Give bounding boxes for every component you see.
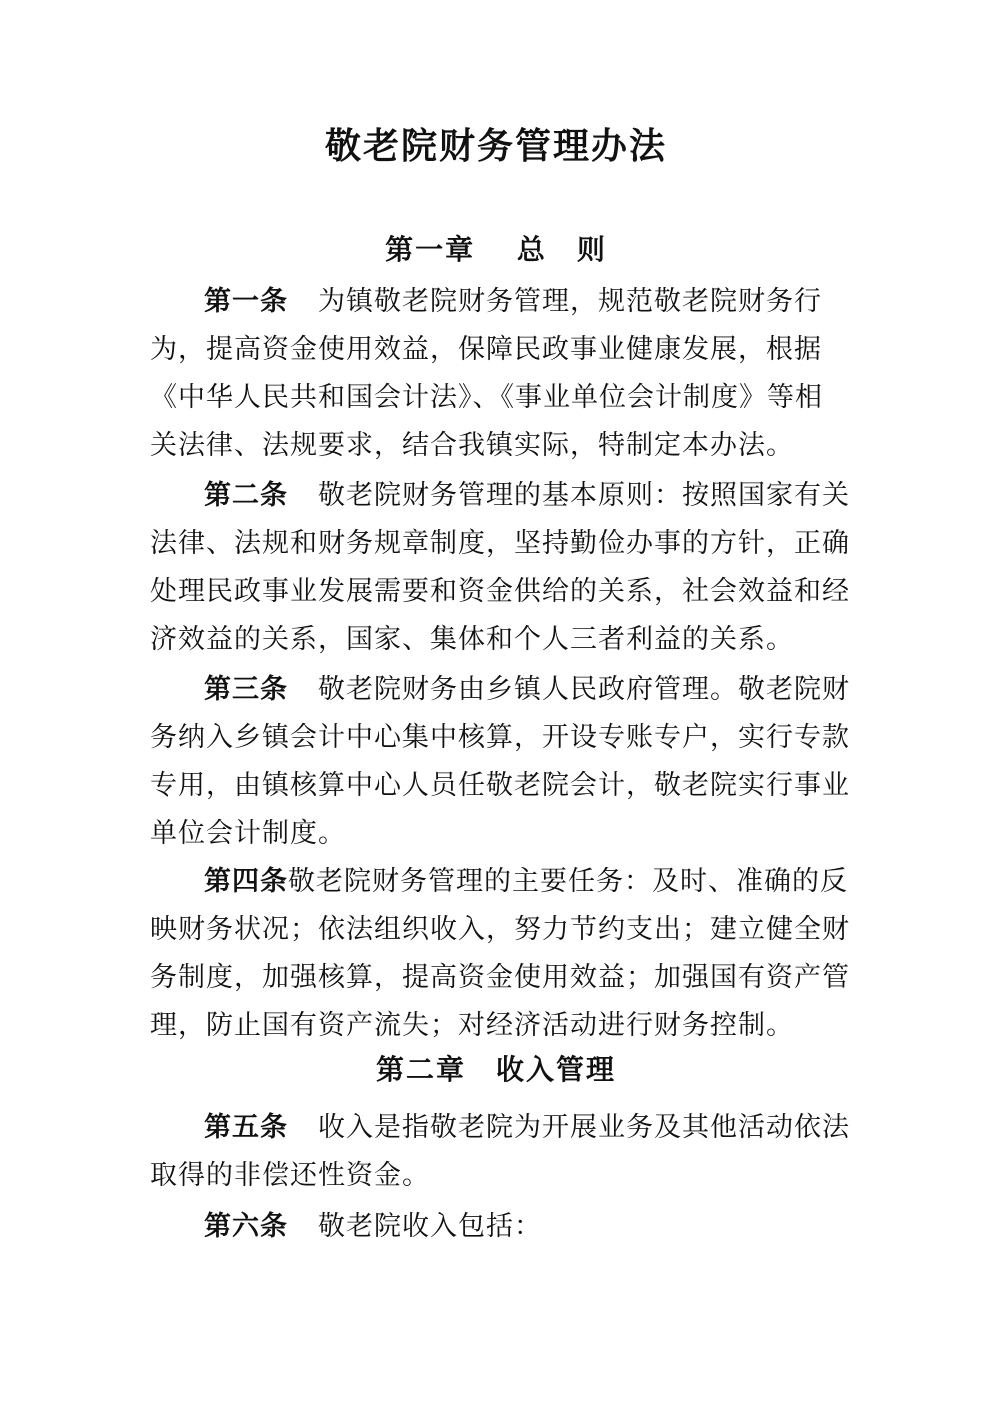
article-5-label: 第五条: [204, 1112, 288, 1143]
article-2-label: 第二条: [204, 480, 288, 511]
article-4: [150, 858, 850, 1050]
article-6: [150, 1203, 850, 1251]
chapter-1-heading: 第一章 总 则: [385, 233, 607, 266]
article-2: [150, 472, 850, 664]
document-title: 敬老院财务管理办法: [324, 125, 667, 167]
article-6-text: 敬老院收入包括：: [318, 1211, 542, 1242]
article-4-label: 第四条: [204, 866, 288, 897]
article-3-text: 敬老院财务由乡镇人民政府管理。敬老院财务纳入乡镇会计中心集中核算，开设专账专户，实行专款专用，由镇核算中心人员任敬老院会计，敬老院实行事业单位会计制度。: [150, 674, 850, 849]
article-1-label: 第一条: [204, 286, 288, 317]
article-5: [150, 1104, 850, 1200]
article-4-text: 敬老院财务管理的主要任务：及时、准确的反映财务状况；依法组织收入，努力节约支出；建立健全财务制度，加强核算，提高资金使用效益；加强国有资产管理，防止国有资产流失；对经济活动进行财务控制。: [150, 866, 850, 1041]
article-1: [150, 278, 850, 470]
article-3-label: 第三条: [204, 674, 288, 705]
article-3: [150, 666, 850, 858]
article-2-text: 敬老院财务管理的基本原则：按照国家有关法律、法规和财务规章制度，坚持勤俭办事的方针，正确处理民政事业发展需要和资金供给的关系，社会效益和经济效益的关系，国家、集体和个人三者利益的关系。: [150, 480, 850, 655]
article-5-text: 收入是指敬老院为开展业务及其他活动依法取得的非偿还性资金。: [150, 1112, 850, 1191]
chapter-2-heading: 第二章 收入管理: [375, 1053, 616, 1086]
article-1-text: 为镇敬老院财务管理，规范敬老院财务行为，提高资金使用效益，保障民政事业健康发展，根据《中华人民共和国会计法》、《事业单位会计制度》等相关法律、法规要求，结合我镇实际，特制定本办法。: [150, 286, 823, 461]
article-6-label: 第六条: [204, 1211, 288, 1242]
